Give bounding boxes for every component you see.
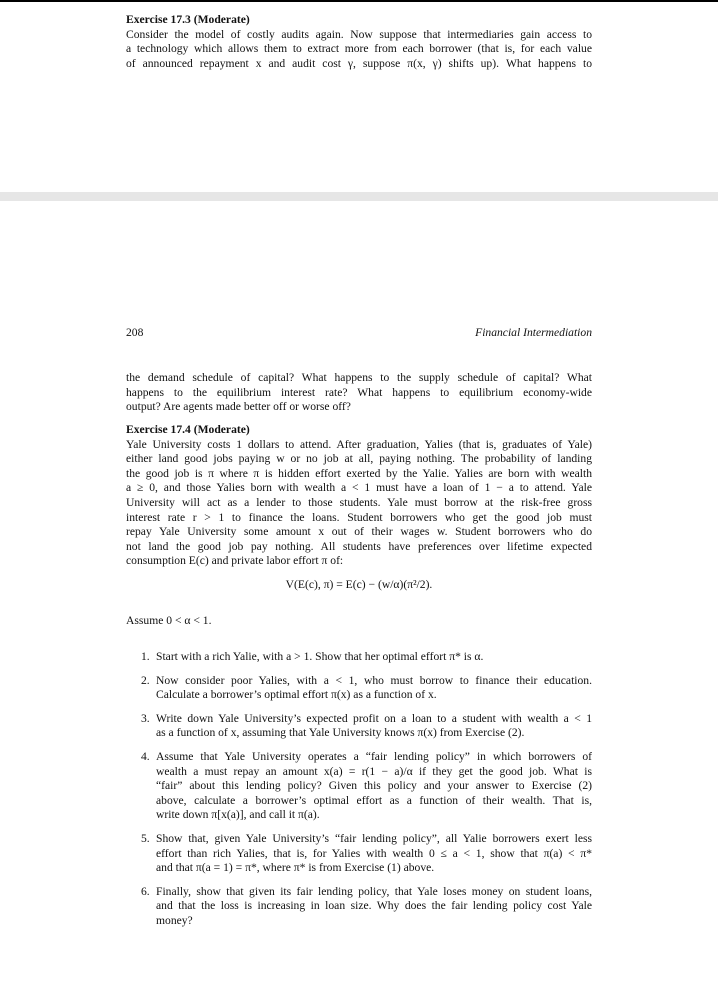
question-line: Start with a rich Yalie, with a > 1. Show that her optimal effort π* is α. <box>156 650 484 663</box>
exercise-17-4-line: University will act as a lender to those students. Yale must borrow at the risk-free gross <box>126 495 592 509</box>
continuation-line: happens to the equilibrium interest rate? What happens to equilibrium economy-wide <box>126 385 592 399</box>
question-number: 4. <box>141 749 150 763</box>
assumption <box>126 614 592 629</box>
question-line: Finally, show that given its fair lending policy, that Yale loses money on student loans, <box>156 884 592 898</box>
exercise-17-3-block <box>126 13 592 71</box>
question-item <box>141 712 592 741</box>
question-line: “fair” about this lending policy? Given this policy and your answer to Exercise (2) <box>156 779 592 793</box>
question-line: as a function of x, assuming that Yale University knows π(x) from Exercise (2). <box>156 726 525 740</box>
top-rule <box>0 0 718 2</box>
question-number: 2. <box>141 673 150 687</box>
continuation-line: output? Are agents made better off or worse off? <box>126 400 351 414</box>
question-number: 5. <box>141 831 150 845</box>
exercise-17-4-line: Yale University costs 1 dollars to attend. After graduation, Yalies (that is, graduates of Yale) <box>126 437 592 451</box>
exercise-17-3-line: Consider the model of costly audits again. Now suppose that intermediaries gain access to <box>126 27 592 41</box>
exercise-17-3-line: of announced repayment x and audit cost γ, suppose π(x, γ) shifts up). What happens to <box>126 56 592 70</box>
question-line: money? <box>156 913 193 927</box>
question-item <box>141 650 592 665</box>
question-line: write down π[x(a)], and call it π(a). <box>156 808 320 822</box>
assumption-text: Assume 0 < α < 1. <box>126 614 212 627</box>
exercise-17-4-line: either land good jobs paying w or no job at all, paying nothing. The probability of landing <box>126 452 592 466</box>
question-item <box>141 885 592 929</box>
exercise-17-4-title: Exercise 17.4 (Moderate) <box>126 423 250 436</box>
question-number: 1. <box>141 650 150 663</box>
continuation-line: the demand schedule of capital? What happens to the supply schedule of capital? What <box>126 371 592 384</box>
exercise-17-3-title: Exercise 17.3 (Moderate) <box>126 13 250 26</box>
question-item <box>141 750 592 823</box>
question-number: 6. <box>141 884 150 898</box>
running-title: Financial Intermediation <box>475 326 592 339</box>
exercise-17-4-line: a ≥ 0, and those Yalies born with wealth a < 1 must have a loan of 1 − a to attend. Yale <box>126 481 592 495</box>
question-line: Show that, given Yale University’s “fair lending policy”, all Yalie borrowers exert less <box>156 831 592 845</box>
question-item <box>141 832 592 876</box>
question-line: and that π(a = 1) = π*, where π* is from Exercise (1) above. <box>156 861 435 875</box>
question-line: Write down Yale University’s expected profit on a loan to a student with wealth a < 1 <box>156 711 592 725</box>
question-number: 3. <box>141 711 150 725</box>
page-header <box>126 326 592 342</box>
exercise-17-4-line: repay Yale University some amount x out of their wages w. Student borrowers who do <box>126 525 592 539</box>
question-line: wealth a must repay an amount x(a) = r(1 − a)/α if they get the good job. What is <box>156 764 592 778</box>
exercise-17-4-line: consumption E(c) and private labor effort π of: <box>126 554 344 568</box>
exercise-17-3-line: a technology which allows them to extract more from each borrower (that is, for each value <box>126 42 592 56</box>
utility-equation: V(E(c), π) = E(c) − (w/α)(π²/2). <box>285 578 433 591</box>
question-line: Assume that Yale University operates a “fair lending policy” in which borrowers of <box>156 749 592 763</box>
exercise-17-4-block <box>126 423 592 569</box>
question-line: above, calculate a borrower’s optimal effort as a function of their wealth. That is, <box>156 793 592 807</box>
exercise-17-4-line: not land the good job pay nothing. All students have preferences over lifetime expected <box>126 539 592 553</box>
page-break-band <box>0 192 718 201</box>
question-list <box>141 650 592 938</box>
exercise-17-4-line: interest rate r > 1 to finance the loans. Student borrowers who get the good job must <box>126 510 592 524</box>
question-line: Now consider poor Yalies, with a < 1, who must borrow to finance their education. <box>156 673 592 687</box>
utility-equation-block <box>126 572 592 602</box>
continuation-paragraph <box>126 371 592 415</box>
page-number: 208 <box>126 326 144 339</box>
question-item <box>141 674 592 703</box>
exercise-17-4-line: the good job is π where π is hidden effort exerted by the Yalie. Yalies are born with wealth <box>126 466 592 480</box>
question-line: effort than rich Yalies, that is, for Yalies with wealth 0 ≤ a < 1, show that π(a) < π* <box>156 846 592 860</box>
question-line: Calculate a borrower’s optimal effort π(x) as a function of x. <box>156 688 437 702</box>
question-line: and that the loss is increasing in loan size. Why does the fair lending policy cost Yale <box>156 899 592 913</box>
